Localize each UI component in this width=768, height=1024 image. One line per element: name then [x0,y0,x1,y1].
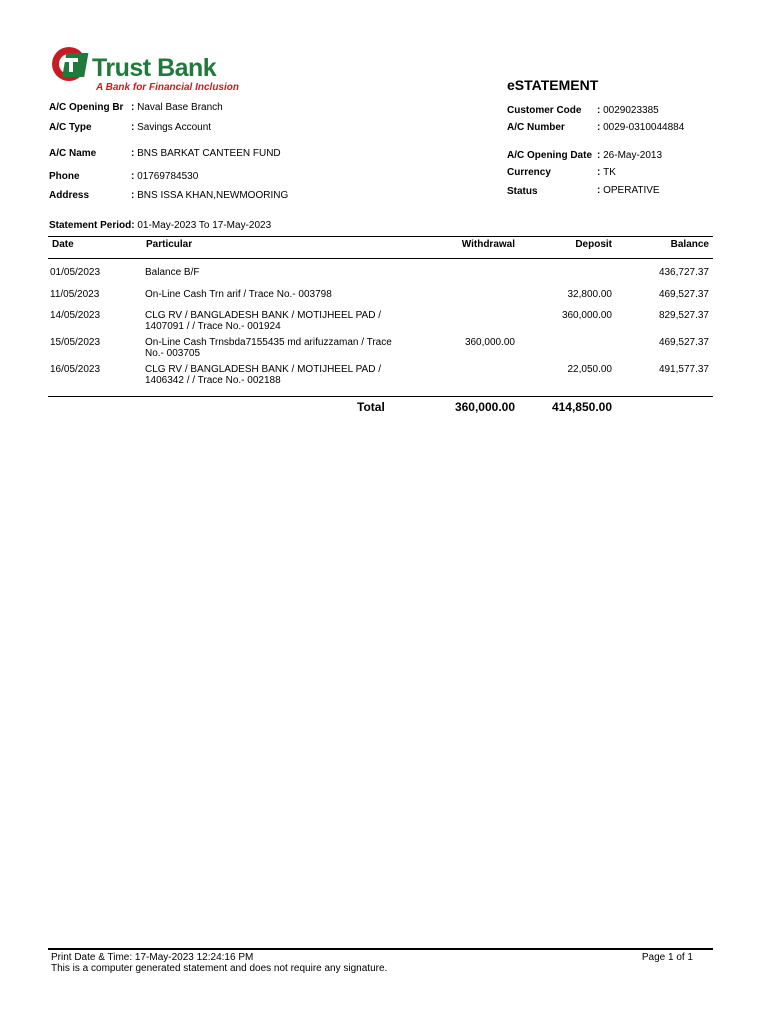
customer-code-label: Customer Code [507,105,582,116]
footer-rule [48,948,713,950]
table-bottom-rule [48,396,713,397]
header-balance: Balance [670,239,709,250]
document-title: eSTATEMENT [507,77,599,93]
opening-date-label: A/C Opening Date [507,150,593,161]
bank-name: Trust Bank [92,54,217,82]
statement-period: Statement Period: 01-May-2023 To 17-May-2023 [49,220,272,231]
opening-branch-label: A/C Opening Br [49,102,124,113]
row-particular: On-Line Cash Trn arif / Trace No.- 003798 [145,289,332,300]
header-withdrawal: Withdrawal [461,239,515,250]
header-deposit: Deposit [575,239,612,250]
account-type-label: A/C Type [49,122,92,133]
page-number: Page 1 of 1 [641,952,693,963]
total-deposit: 414,850.00 [551,400,612,414]
row-date: 11/05/2023 [50,289,100,300]
row-balance: 469,527.37 [658,289,709,300]
row-balance: 469,527.37 [658,337,709,348]
account-name-value: : BNS BARKAT CANTEEN FUND [131,148,281,159]
customer-code-value: : 0029023385 [597,105,659,116]
row-date: 14/05/2023 [50,310,101,321]
account-name-label: A/C Name [49,148,97,159]
table-top-rule [48,236,713,237]
row-deposit: 360,000.00 [561,310,612,321]
footer-note: This is a computer generated statement and does not require any signature. [51,963,388,974]
opening-branch-value: : Naval Base Branch [131,102,223,113]
phone-value: : 01769784530 [131,171,199,182]
row-particular: Balance B/F [145,267,200,278]
bank-tagline: A Bank for Financial Inclusion [96,82,239,93]
row-balance: 491,577.37 [658,364,709,375]
row-deposit: 32,800.00 [567,289,612,300]
table-header-rule [48,258,713,259]
row-deposit: 22,050.00 [567,364,612,375]
row-balance: 829,527.37 [658,310,709,321]
row-particular: CLG RV / BANGLADESH BANK / MOTIJHEEL PAD / 1406342 / / Trace No.- 002188 [145,364,381,386]
total-withdrawal: 360,000.00 [454,400,515,414]
row-particular: CLG RV / BANGLADESH BANK / MOTIJHEEL PAD / 1407091 / / Trace No.- 001924 [145,310,381,332]
phone-label: Phone [49,171,80,182]
header-particular: Particular [146,239,193,250]
status-value: : OPERATIVE [597,185,660,196]
status-label: Status [507,186,538,197]
row-particular: On-Line Cash Trnsbda7155435 md arifuzzaman / Trace No.- 003705 [145,337,392,359]
header-date: Date [52,239,74,250]
currency-label: Currency [507,167,551,178]
total-label: Total [357,400,385,414]
print-datetime: Print Date & Time: 17-May-2023 12:24:16 PM [51,952,254,963]
row-date: 01/05/2023 [50,267,101,278]
opening-date-value: : 26-May-2013 [597,150,663,161]
address-label: Address [49,190,90,201]
account-number-value: : 0029-0310044884 [597,122,685,133]
row-date: 16/05/2023 [50,364,101,375]
row-balance: 436,727.37 [658,267,709,278]
address-value: : BNS ISSA KHAN,NEWMOORING [131,190,289,201]
currency-value: : TK [597,167,616,178]
account-number-label: A/C Number [507,122,565,133]
account-type-value: : Savings Account [131,122,212,133]
row-date: 15/05/2023 [50,337,101,348]
row-withdrawal: 360,000.00 [464,337,515,348]
